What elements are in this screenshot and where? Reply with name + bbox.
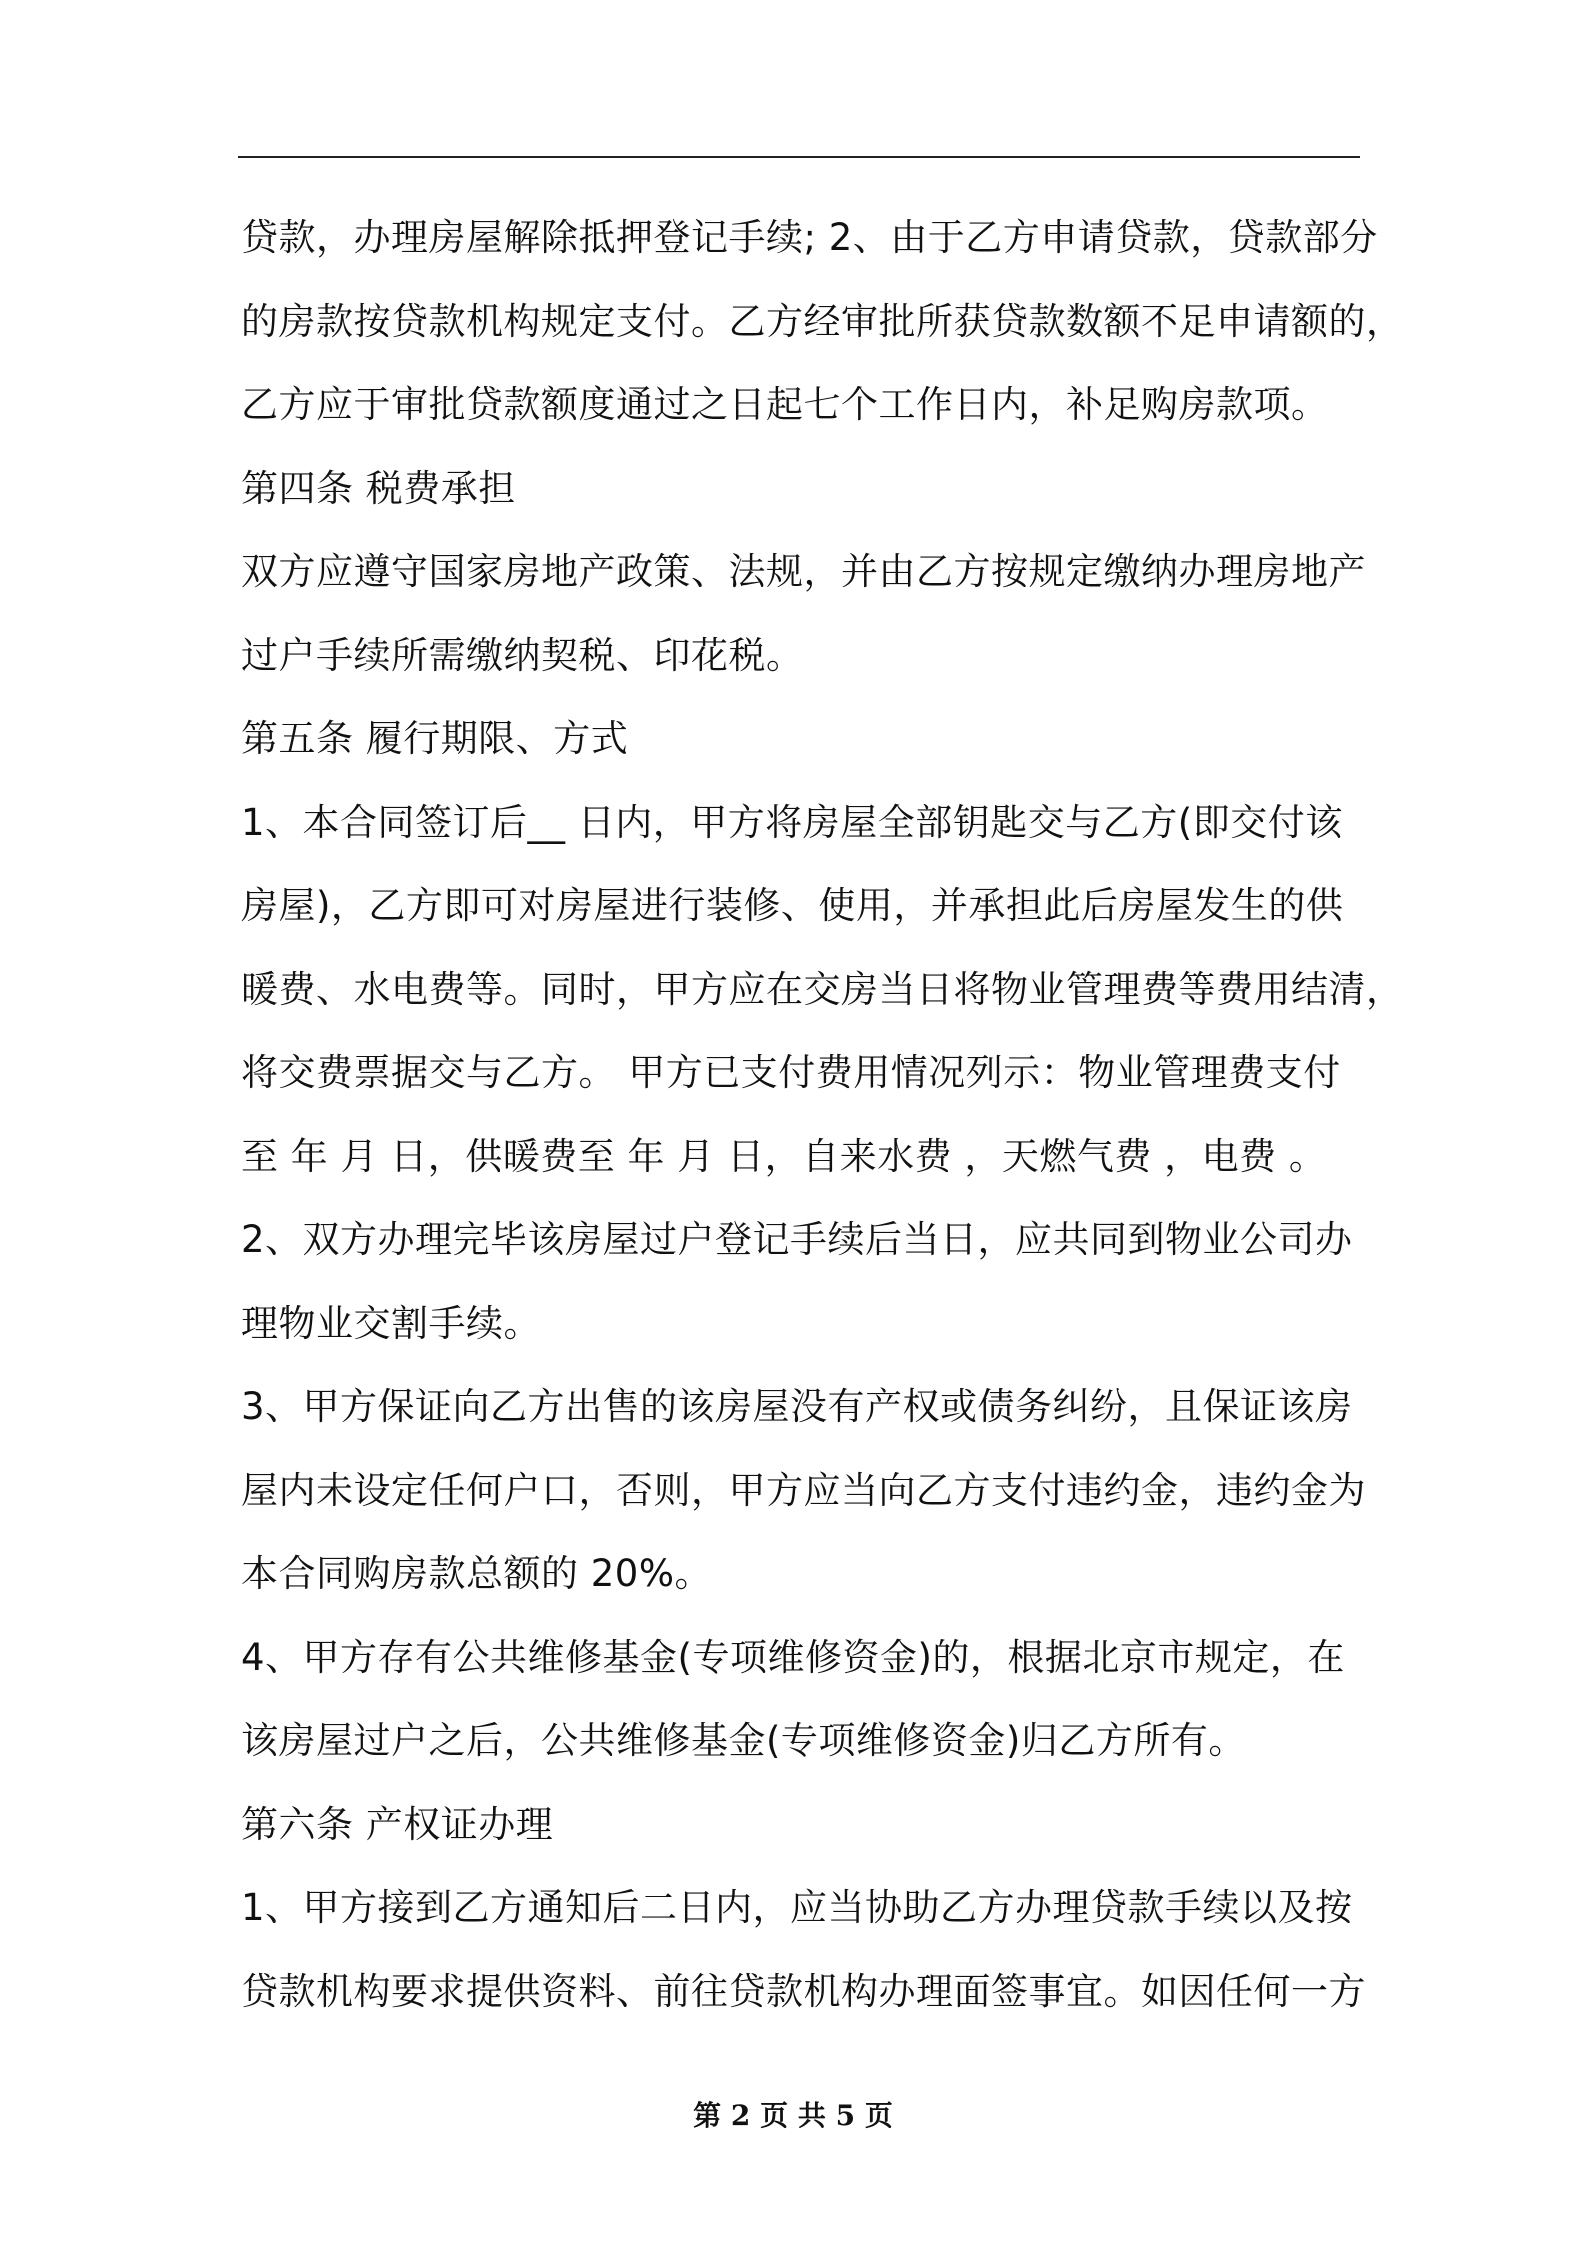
text-line: 该房屋过户之后，公共维修基金(专项维修资金)归乙方所有。 (241, 1719, 1246, 1762)
text-line: 过户手续所需缴纳契税、印花税。 (241, 633, 804, 677)
text-line: 双方应遵守国家房地产政策、法规，并由乙方按规定缴纳办理房地产 (241, 550, 1366, 593)
text-line: 贷款机构要求提供资料、前往贷款机构办理面签事宜。如因任何一方 (241, 1969, 1366, 2013)
text-line: 将交费票据交与乙方。 甲方已支付费用情况列示：物业管理费支付 (241, 1051, 1341, 1094)
text-line: 贷款，办理房屋解除抵押登记手续; 2、由于乙方申请贷款，贷款部分 (241, 216, 1378, 259)
text-line: 房屋)，乙方即可对房屋进行装修、使用，并承担此后房屋发生的供 (241, 884, 1344, 927)
page-number-footer: 第 2 页 共 5 页 (693, 2099, 893, 2132)
text-line: 的房款按贷款机构规定支付。乙方经审批所获贷款数额不足申请额的， (241, 299, 1404, 343)
text-line: 4、甲方存有公共维修基金(专项维修资金)的，根据北京市规定，在 (241, 1635, 1345, 1679)
text-line: 理物业交割手续。 (241, 1301, 541, 1345)
text-line: 1、本合同签订后__ 日内，甲方将房屋全部钥匙交与乙方(即交付该 (241, 800, 1343, 844)
text-line: 暖费、水电费等。同时，甲方应在交房当日将物业管理费等费用结清， (241, 967, 1404, 1011)
text-line: 2、双方办理完毕该房屋过户登记手续后当日，应共同到物业公司办 (241, 1218, 1353, 1261)
text-line: 本合同购房款总额的 20%。 (241, 1552, 712, 1595)
text-line: 至 年 月 日，供暖费至 年 月 日，自来水费 ，天燃气费 ，电费 。 (241, 1134, 1327, 1178)
header-rule (238, 156, 1360, 158)
text-line: 3、甲方保证向乙方出售的该房屋没有产权或债务纠纷，且保证该房 (241, 1385, 1353, 1428)
section-heading-4: 第四条 税费承担 (241, 466, 516, 510)
section-heading-5: 第五条 履行期限、方式 (241, 717, 629, 760)
contract-body (241, 196, 1404, 2033)
text-line: 乙方应于审批贷款额度通过之日起七个工作日内，补足购房款项。 (241, 383, 1329, 426)
section-heading-6: 第六条 产权证办理 (241, 1802, 554, 1846)
text-line: 1、甲方接到乙方通知后二日内，应当协助乙方办理贷款手续以及按 (241, 1886, 1353, 1929)
text-line: 屋内未设定任何户口，否则，甲方应当向乙方支付违约金，违约金为 (241, 1468, 1366, 1512)
